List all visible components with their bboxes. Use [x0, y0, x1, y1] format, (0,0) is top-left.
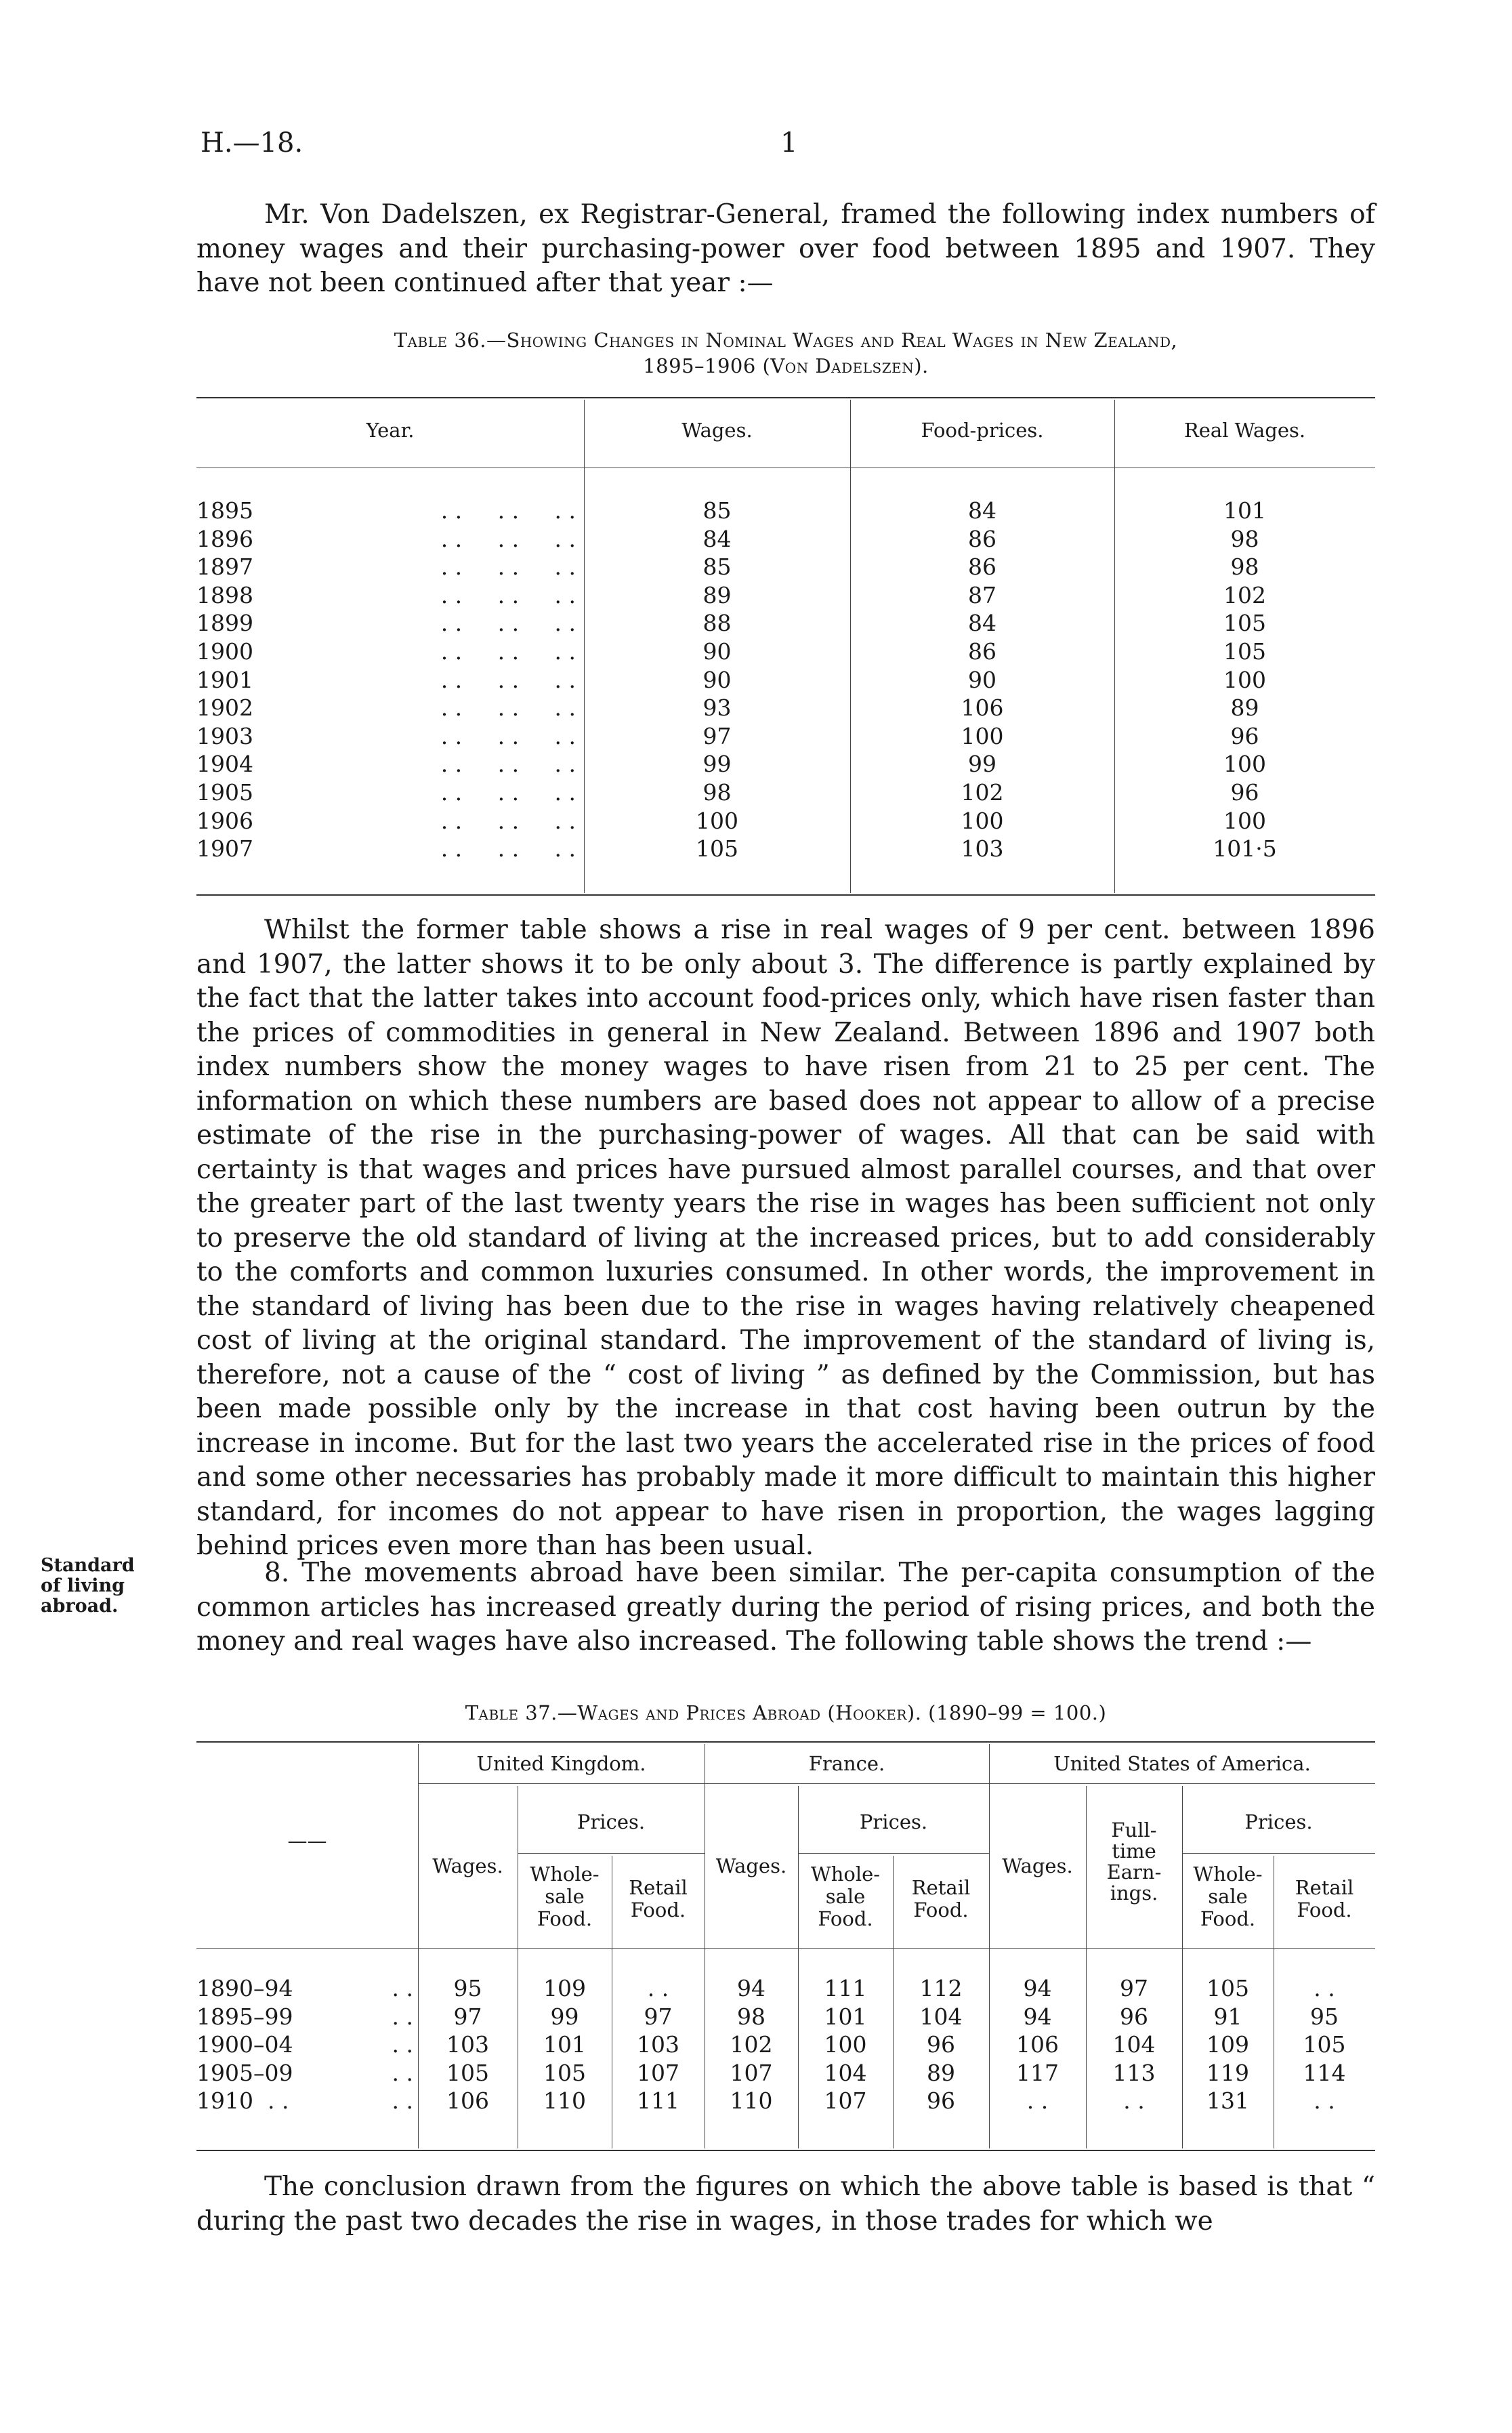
table37-prices-rule: [1182, 1853, 1375, 1854]
table37-cell-uk-ws: 105: [543, 2059, 586, 2086]
table36-cell-food: 86: [968, 638, 996, 665]
table36-cell-food: 100: [961, 807, 1004, 834]
table37-cell-us-rt: 114: [1303, 2059, 1346, 2086]
table37-cell-us-ws: 131: [1206, 2087, 1249, 2115]
table37-cell-us-rt: . .: [1314, 1975, 1335, 2001]
table36-cell-food: 84: [968, 610, 996, 637]
table36-cell-wages: 89: [702, 581, 732, 608]
table37-cell-dots: . .: [392, 2059, 413, 2086]
table37-header-wholesale: [518, 1863, 612, 1930]
table36-cell-dots: . . . . . .: [440, 525, 576, 552]
table37-cell-fr-ws: 101: [824, 2003, 867, 2030]
table36-cell-dots: . . . . . .: [440, 807, 576, 834]
table36-cell-year: 1899: [196, 610, 253, 637]
table36-cell-real: 105: [1223, 638, 1266, 665]
header-line: time: [1112, 1839, 1156, 1863]
table37-cell-fr-ws: 107: [824, 2087, 867, 2115]
header-line: sale: [825, 1885, 866, 1908]
paragraph-3: The conclusion drawn from the figures on which the above table is based is that “ during the past two decades the rise in wages, in those trades for which we: [196, 2171, 1375, 2237]
table36-cell-year: 1906: [196, 807, 253, 834]
table37-cell-uk-ws: 109: [543, 1975, 586, 2001]
table36-cell-wages: 97: [702, 722, 732, 749]
table36-cell-food: 87: [968, 581, 996, 608]
table37-header-wages: Wages.: [432, 1854, 503, 1877]
table37-cell-uk-rt: 111: [637, 2087, 679, 2115]
table37-cell-us-rt: . .: [1314, 2087, 1335, 2115]
table36-cell-dots: . . . . . .: [440, 722, 576, 749]
header-line: Full-: [1111, 1818, 1157, 1842]
table36-cell-year: 1902: [196, 694, 253, 722]
page-number: 1: [780, 127, 798, 159]
table37-cell-fr-rt: 104: [919, 2003, 963, 2030]
table37-cell-us-ws: 119: [1206, 2059, 1249, 2086]
table36-cell-wages: 85: [702, 554, 732, 581]
table36-header-wages: Wages.: [681, 419, 753, 442]
table37-cell-fr-rt: 89: [927, 2059, 955, 2086]
table36-cell-food: 100: [961, 722, 1004, 749]
table37-caption: Table 37.—Wages and Prices Abroad (Hooker). (1890–99 = 100.): [465, 1701, 1107, 1724]
table36-cell-dots: . . . . . .: [440, 610, 576, 637]
table37-cell-us-ft: 104: [1112, 2031, 1156, 2058]
table36-cell-real: 101: [1223, 497, 1266, 524]
table37-cell-fr-rt: 96: [927, 2087, 955, 2115]
table37-header-wages: Wages.: [1002, 1854, 1073, 1877]
table36-cell-wages: 90: [702, 638, 732, 665]
table37-cell-us-w: 117: [1016, 2059, 1059, 2086]
table36-cell-dots: . . . . . .: [440, 779, 576, 806]
table37-bottom-rule: [196, 2150, 1375, 2151]
sidenote: [41, 1556, 135, 1617]
table36-cell-wages: 98: [702, 779, 732, 806]
table37-cell-us-ft: . .: [1123, 2087, 1145, 2115]
table36-header-year: Year.: [366, 419, 415, 442]
table36-cell-food: 106: [961, 694, 1004, 722]
table37-cell-uk-w: 105: [446, 2059, 489, 2086]
running-header: H.—18.: [201, 127, 303, 159]
table37-prices-rule: [518, 1853, 705, 1854]
table36-cell-dots: . . . . . .: [440, 497, 576, 524]
table37-header-retail: [893, 1877, 989, 1921]
table36-cell-dots: . . . . . .: [440, 638, 576, 665]
table37-header-france: France.: [808, 1752, 885, 1775]
intro-paragraph: Mr. Von Dadelszen, ex Registrar-General, framed the following index numbers of money wages and their purchasing-power over food between 1895 and 1907. They have not been continued after that year :—: [196, 199, 1375, 298]
table36-cell-real: 100: [1223, 751, 1266, 778]
table36-cell-dots: . . . . . .: [440, 694, 576, 722]
table37-cell-uk-w: 95: [453, 1975, 482, 2001]
sidenote-line: Standard: [41, 1555, 135, 1576]
table36-cell-year: 1896: [196, 525, 253, 552]
table36-cell-wages: 105: [696, 835, 738, 862]
table37-cell-fr-w: 107: [730, 2059, 773, 2086]
header-line: sale: [1208, 1885, 1248, 1908]
table36-cell-wages: 88: [702, 610, 732, 637]
table37-cell-fr-w: 98: [737, 2003, 765, 2030]
table37-cell-fr-rt: 112: [919, 1975, 963, 2001]
table36-cell-food: 99: [968, 751, 996, 778]
table37-cell-fr-ws: 111: [824, 1975, 867, 2001]
table37-cell-dots: . .: [392, 2031, 413, 2058]
table36-cell-year: 1895: [196, 497, 253, 524]
header-line: Food.: [818, 1907, 873, 1930]
table37-cell-uk-ws: 110: [543, 2087, 586, 2115]
table36-header-rule: [196, 467, 1375, 468]
table37-cell-uk-ws: 99: [550, 2003, 579, 2030]
header-line: Whole-: [1193, 1863, 1263, 1886]
header-line: Whole-: [810, 1863, 881, 1886]
header-line: Retail: [629, 1876, 688, 1899]
header-line: Food.: [913, 1898, 969, 1921]
table36-cell-wages: 84: [702, 525, 732, 552]
table37-header-uk: United Kingdom.: [476, 1752, 646, 1775]
table36-cell-wages: 93: [702, 694, 732, 722]
table36-header-real: Real Wages.: [1183, 419, 1306, 442]
table37-prices-rule: [798, 1853, 989, 1854]
header-line: Food.: [1297, 1898, 1352, 1921]
table36-cell-dots: . . . . . .: [440, 666, 576, 693]
table36-cell-year: 1901: [196, 666, 253, 693]
table37-cell-period: 1900–04: [196, 2031, 293, 2058]
table37-header-usa: United States of America.: [1053, 1752, 1311, 1775]
table36-cell-year: 1897: [196, 554, 253, 581]
table37-header-retail: [1274, 1877, 1375, 1921]
table37-header-wholesale: [1182, 1863, 1274, 1930]
table36-caption-line2: 1895–1906 (Von Dadelszen).: [643, 354, 929, 377]
table37-header-prices: Prices.: [859, 1810, 928, 1833]
table37-cell-us-ws: 105: [1206, 1975, 1249, 2001]
table36-cell-wages: 100: [696, 807, 738, 834]
table37-cell-us-w: 94: [1023, 2003, 1052, 2030]
table36-cell-real: 100: [1223, 666, 1266, 693]
table37-cell-uk-w: 97: [453, 2003, 482, 2030]
table37-cell-period: 1910 . .: [196, 2087, 289, 2115]
table37-cell-us-w: 106: [1016, 2031, 1059, 2058]
table37-cell-uk-ws: 101: [543, 2031, 586, 2058]
table36-cell-real: 96: [1230, 779, 1259, 806]
table37-top-rule: [196, 1741, 1375, 1743]
table37-country-rule: [418, 1783, 1375, 1784]
table36-caption-line1: Table 36.—Showing Changes in Nominal Wages and Real Wages in New Zealand,: [394, 329, 1178, 352]
table37-cell-uk-rt: . .: [647, 1975, 669, 2001]
table36-cell-food: 90: [968, 666, 996, 693]
table37-header-wholesale: [798, 1863, 893, 1930]
table37-header-prices: Prices.: [576, 1810, 646, 1833]
table37-cell-us-w: . .: [1026, 2087, 1049, 2115]
table37-cell-us-rt: 105: [1303, 2031, 1346, 2058]
sidenote-line: of living: [41, 1575, 125, 1596]
table36-cell-food: 102: [961, 779, 1004, 806]
header-line: Earn-: [1106, 1860, 1162, 1884]
table36-cell-year: 1898: [196, 581, 253, 608]
table37-cell-uk-rt: 107: [637, 2059, 679, 2086]
paragraph-2: 8. The movements abroad have been similar. The per-capita consumption of the common articles has increased greatly during the period of rising prices, and both the money and real wages have also increased. The following table shows the trend :—: [196, 1558, 1375, 1657]
table37-cell-us-ft: 113: [1112, 2059, 1156, 2086]
table37-header-prices: Prices.: [1244, 1810, 1313, 1833]
table36-cell-real: 98: [1230, 554, 1259, 581]
table37-cell-fr-ws: 100: [824, 2031, 867, 2058]
table37-cell-dots: . .: [392, 2087, 413, 2115]
table37-cell-dots: . .: [392, 1975, 413, 2001]
table37-cell-fr-w: 102: [730, 2031, 773, 2058]
table36-cell-food: 86: [968, 525, 996, 552]
table37-cell-uk-rt: 103: [637, 2031, 679, 2058]
table37-cell-period: 1895–99: [196, 2003, 293, 2030]
table36-bottom-rule: [196, 894, 1375, 896]
table36-cell-real: 105: [1223, 610, 1266, 637]
table37-header-fulltime: [1086, 1820, 1182, 1904]
table37-header-wages: Wages.: [715, 1854, 787, 1877]
table37-cell-uk-w: 103: [446, 2031, 489, 2058]
table37-cell-dots: . .: [392, 2003, 413, 2030]
table36-header-food: Food-prices.: [921, 419, 1044, 442]
table37-cell-fr-ws: 104: [824, 2059, 867, 2086]
table36-cell-real: 101·5: [1213, 835, 1277, 862]
header-line: Food.: [537, 1907, 593, 1930]
table37-header-rule: [196, 1948, 1375, 1949]
table36-cell-year: 1905: [196, 779, 253, 806]
table36-cell-food: 84: [968, 497, 996, 524]
table36-top-rule: [196, 397, 1375, 398]
table36-cell-real: 102: [1223, 581, 1266, 608]
table37-cell-period: 1890–94: [196, 1975, 293, 2001]
table37-cell-period: 1905–09: [196, 2059, 293, 2086]
table36-cell-year: 1900: [196, 638, 253, 665]
table37-stub-dash: ——: [287, 1829, 327, 1852]
table36-cell-real: 89: [1230, 694, 1259, 722]
header-line: Food.: [1200, 1907, 1256, 1930]
header-line: Food.: [630, 1898, 686, 1921]
table36-cell-food: 103: [961, 835, 1004, 862]
table36-cell-wages: 85: [702, 497, 732, 524]
header-line: ings.: [1110, 1881, 1158, 1905]
table36-cell-wages: 90: [702, 666, 732, 693]
table36-cell-year: 1904: [196, 751, 253, 778]
table37-cell-us-ws: 91: [1213, 2003, 1242, 2030]
table36-cell-food: 86: [968, 554, 996, 581]
table36-cell-dots: . . . . . .: [440, 554, 576, 581]
table36-cell-year: 1907: [196, 835, 253, 862]
table37-cell-us-ws: 109: [1206, 2031, 1249, 2058]
table36-cell-real: 100: [1223, 807, 1266, 834]
table37-cell-uk-rt: 97: [644, 2003, 673, 2030]
table37-cell-us-ft: 97: [1120, 1975, 1148, 2001]
table36-cell-real: 96: [1230, 722, 1259, 749]
table36-cell-dots: . . . . . .: [440, 581, 576, 608]
header-line: sale: [545, 1885, 585, 1908]
table37-cell-fr-rt: 96: [927, 2031, 955, 2058]
table37-cell-fr-w: 94: [737, 1975, 765, 2001]
table36-cell-year: 1903: [196, 722, 253, 749]
table36-cell-wages: 99: [702, 751, 732, 778]
sidenote-line: abroad.: [41, 1596, 119, 1617]
table37-cell-us-ft: 96: [1120, 2003, 1148, 2030]
table36-cell-dots: . . . . . .: [440, 835, 576, 862]
table37-cell-fr-w: 110: [730, 2087, 773, 2115]
table37-header-retail: [612, 1877, 705, 1921]
paragraph-1: Whilst the former table shows a rise in real wages of 9 per cent. between 1896 and 1907, the latter shows it to be only about 3. The difference is partly explained by the fact that the latter takes into account food-prices only, which have risen faster than the prices of commodities in general in New Zealand. Between 1896 and 1907 both index numbers show the money wages to have risen from 21 to 25 per cent. The information on which these numbers are based does not appear to allow of a precise estimate of the rise in the purchasing-power of wages. All that can be said with certainty is that wages and prices have pursued almost parallel courses, and that over the greater part of the last twenty years the rise in wages has been sufficient not only to preserve the old standard of living at the increased prices, but to add considerably to the comforts and common luxuries consumed. In other words, the improvement in the standard of living has been due to the rise in wages having relatively cheapened cost of living at the original standard. The improvement of the standard of living is, therefore, not a cause of the “ cost of living ” as defined by the Commission, but has been made possible only by the increase in that cost having been outrun by the increase in income. But for the last two years the accelerated rise in the prices of food and some other necessaries has probably made it more difficult to maintain this higher standard, for incomes do not appear to have risen in proportion, the wages lagging behind prices even more than has been usual.: [196, 915, 1375, 1561]
table37-cell-us-w: 94: [1023, 1975, 1052, 2001]
header-line: Retail: [911, 1876, 971, 1899]
header-line: Whole-: [530, 1863, 600, 1886]
table36-cell-dots: . . . . . .: [440, 751, 576, 778]
table37-cell-us-rt: 95: [1310, 2003, 1339, 2030]
header-line: Retail: [1295, 1876, 1354, 1899]
table37-cell-uk-w: 106: [446, 2087, 489, 2115]
table36-cell-real: 98: [1230, 525, 1259, 552]
